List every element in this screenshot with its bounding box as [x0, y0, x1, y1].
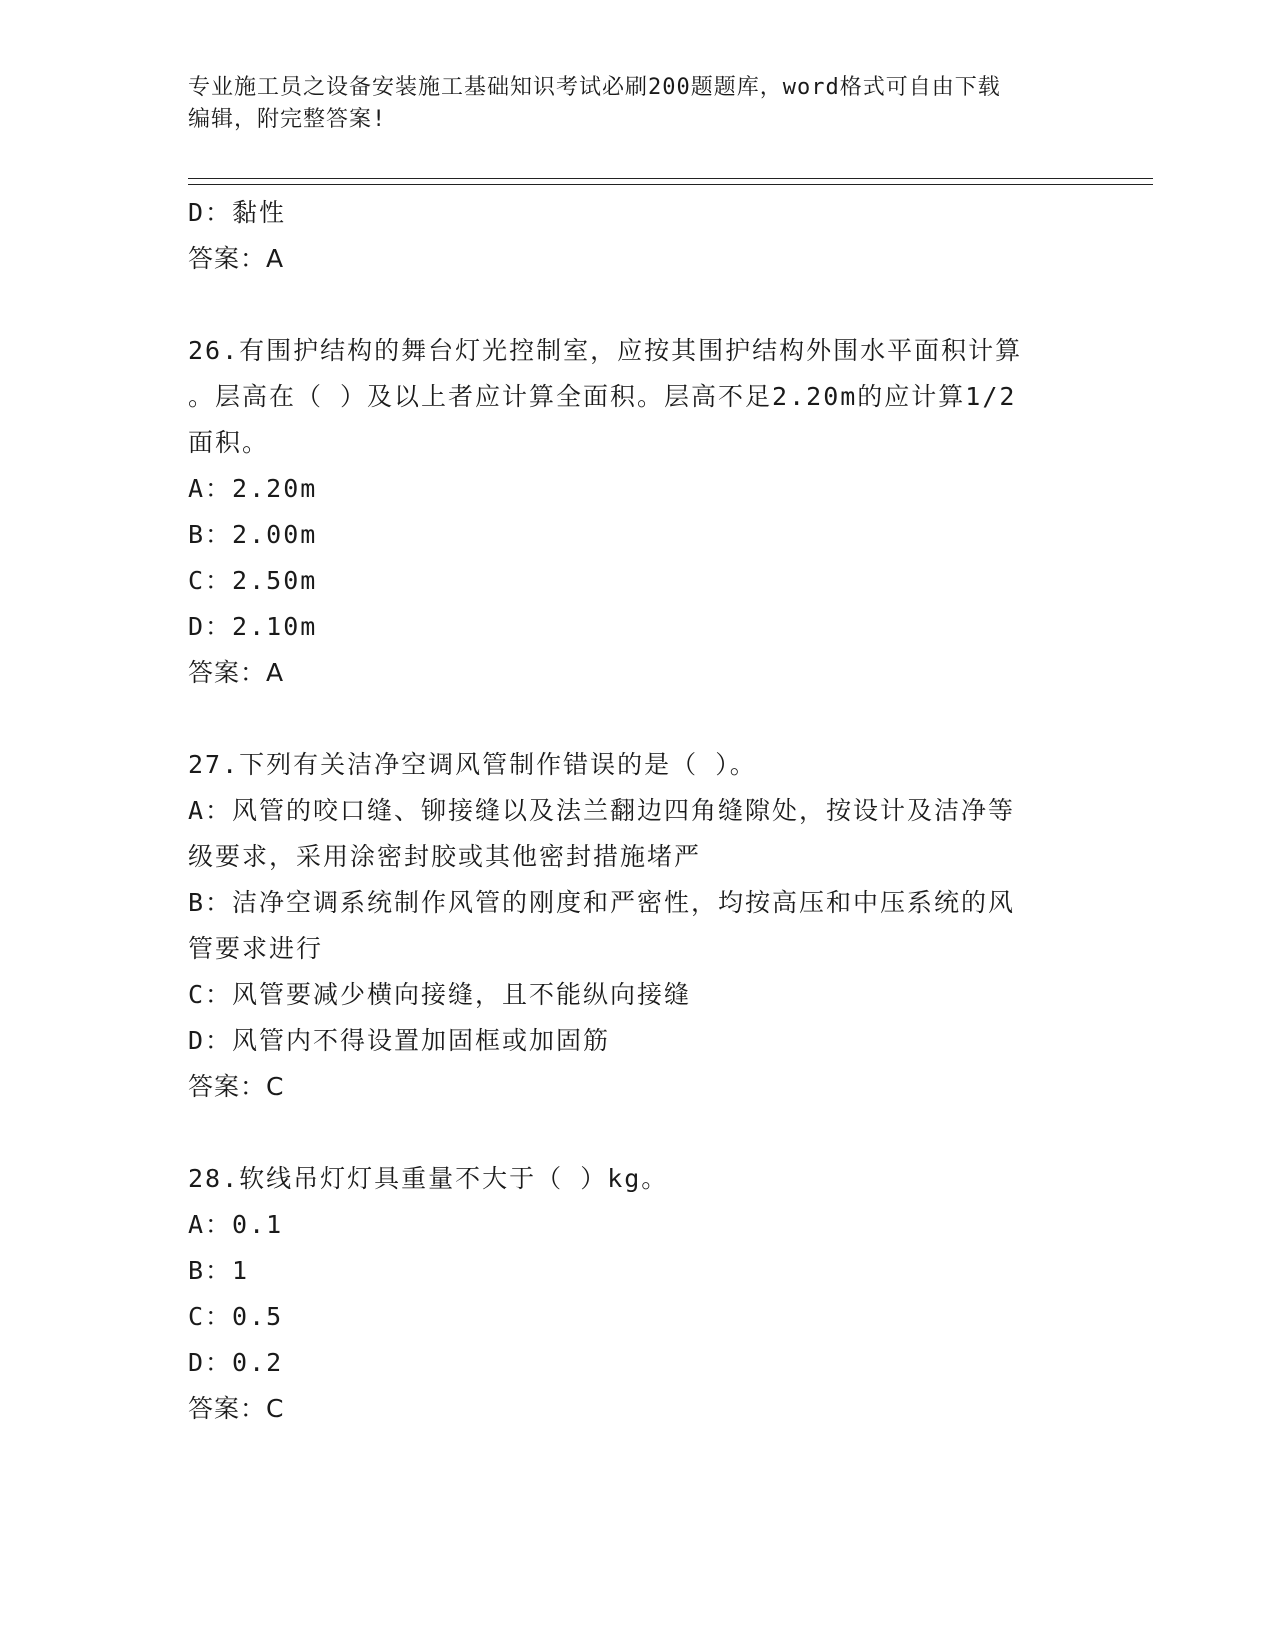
spacer — [188, 696, 1088, 742]
question-content — [188, 190, 1088, 1432]
header-divider-top — [188, 178, 1153, 179]
question-27-option-a-line-2: 级要求，采用涂密封胶或其他密封措施堵严 — [188, 842, 702, 871]
header-divider-bottom — [188, 184, 1153, 185]
question-27-option-b-line-2: 管要求进行 — [188, 934, 324, 963]
header-title-line-1: 专业施工员之设备安装施工基础知识考试必刷200题题库，word格式可自由下载 — [188, 75, 1001, 100]
question-26-stem-line-1: 26.有围护结构的舞台灯光控制室，应按其围护结构外围水平面积计算 — [188, 336, 1023, 365]
question-26-option-c: C：2.50m — [188, 566, 318, 595]
question-27-option-a-line-1: A：风管的咬口缝、铆接缝以及法兰翻边四角缝隙处，按设计及洁净等 — [188, 796, 1016, 825]
prev-option-d: D：黏性 — [188, 198, 287, 227]
prev-answer: 答案：A — [188, 244, 285, 273]
header-title-line-2: 编辑，附完整答案! — [188, 107, 387, 132]
question-26-option-d: D：2.10m — [188, 612, 318, 641]
question-26-stem-line-3: 面积。 — [188, 428, 270, 457]
question-28-option-d: D：0.2 — [188, 1348, 284, 1377]
spacer — [188, 282, 1088, 328]
question-28 — [188, 1156, 1088, 1432]
question-28-answer: 答案：C — [188, 1394, 285, 1423]
question-26-option-a: A：2.20m — [188, 474, 318, 503]
question-26 — [188, 328, 1088, 696]
question-26-stem-line-2: 。层高在（ ）及以上者应计算全面积。层高不足2.20m的应计算1/2 — [188, 382, 1017, 411]
question-28-option-a: A：0.1 — [188, 1210, 284, 1239]
document-header — [188, 72, 1068, 136]
question-27-answer: 答案：C — [188, 1072, 285, 1101]
question-28-stem-line-1: 28.软线吊灯灯具重量不大于（ ）kg。 — [188, 1164, 669, 1193]
question-26-option-b: B：2.00m — [188, 520, 318, 549]
question-26-answer: 答案：A — [188, 658, 285, 687]
question-27-option-c: C：风管要减少横向接缝，且不能纵向接缝 — [188, 980, 692, 1009]
question-28-option-c: C：0.5 — [188, 1302, 284, 1331]
question-28-option-b: B：1 — [188, 1256, 250, 1285]
question-27-option-b-line-1: B：洁净空调系统制作风管的刚度和严密性，均按高压和中压系统的风 — [188, 888, 1016, 917]
question-27-stem-line-1: 27.下列有关洁净空调风管制作错误的是（ ）。 — [188, 750, 757, 779]
question-27 — [188, 742, 1088, 1110]
question-27-option-d: D：风管内不得设置加固框或加固筋 — [188, 1026, 611, 1055]
spacer — [188, 1110, 1088, 1156]
